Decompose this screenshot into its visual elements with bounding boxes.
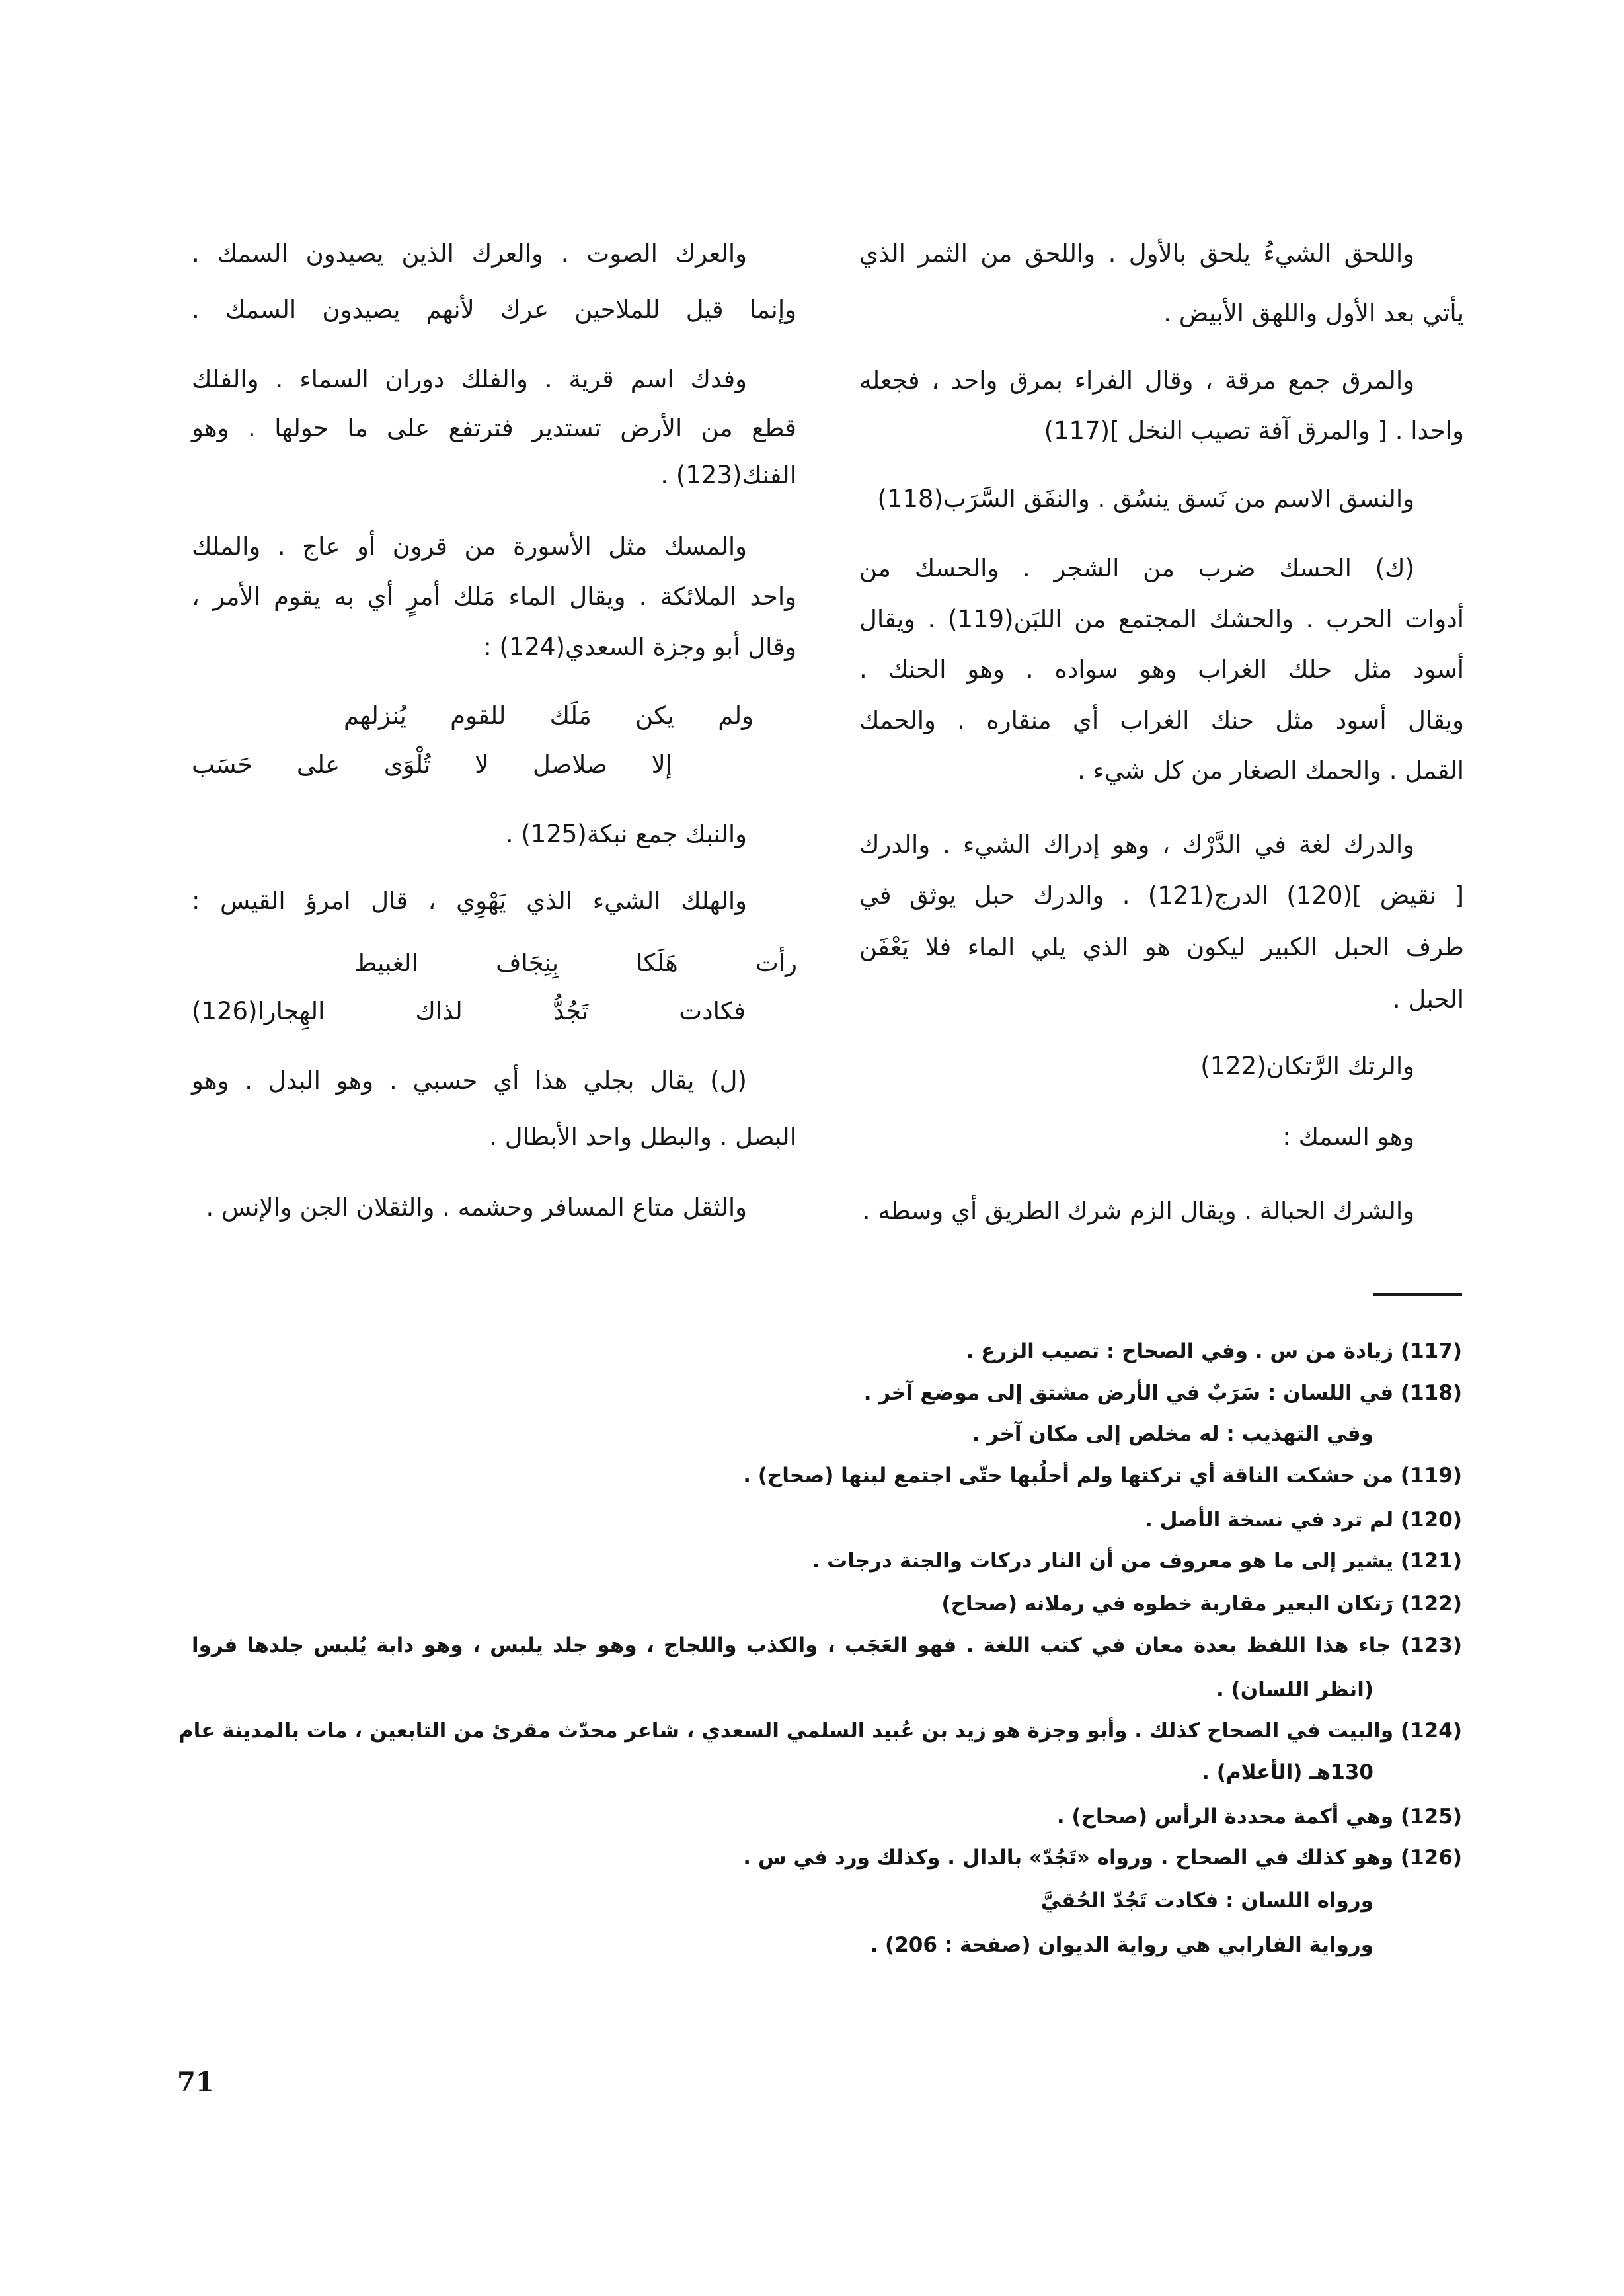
text-line: والنسق الاسم من نَسق ينسُق . والنفَق السَّرَب(118) (877, 485, 1414, 513)
text-line: الحبل . (1392, 985, 1464, 1013)
footnote: (121) يشير إلى ما هو معروف من أن النار دركات والجنة درجات . (812, 1549, 1462, 1573)
text-line: والشرك الحبالة . ويقال الزم شرك الطريق أي وسطه . (862, 1197, 1414, 1225)
text-line: والنبك جمع نبكة(125) . (505, 820, 747, 848)
footnote: (126) وهو كذلك في الصحاح . ورواه «تَجُدّ» بالدال . وكذلك ورد في س . (743, 1846, 1462, 1870)
footnote-continuation: (انظر اللسان) . (1216, 1678, 1373, 1702)
footnote-continuation: وفي التهذيب : له مخلص إلى مكان آخر . (972, 1422, 1373, 1446)
text-line: وهو السمك : (1282, 1123, 1414, 1151)
text-line: والهلك الشيء الذي يَهْوِي ، قال امرؤ القيس : (192, 887, 747, 915)
footnote: (118) في اللسان : سَرَبٌ في الأرض مشتق إلى موضع آخر . (863, 1381, 1462, 1405)
text-line: واحدا . [ والمرق آفة تصيب النخل ](117) (1044, 416, 1464, 445)
verse-line: إلا صلاصل لا تُلْوَى على حَسَب (192, 750, 672, 779)
text-line: والعرك الصوت . والعرك الذين يصيدون السمك . (192, 239, 747, 268)
text-line: واللحق الشيءُ يلحق بالأول . واللحق من الثمر الذي (859, 239, 1414, 268)
text-line: والمرق جمع مرقة ، وقال الفراء بمرق واحد ، فجعله (859, 366, 1414, 395)
footnote: (120) لم ترد في نسخة الأصل . (1145, 1508, 1462, 1532)
text-line: والمسك مثل الأسورة من قرون أو عاج . والملك (192, 532, 747, 561)
text-line: (ك) الحسك ضرب من الشجر . والحسك من (859, 554, 1414, 582)
text-line: والدرك لغة في الدَّرْك ، وهو إدراك الشيء . والدرك (859, 830, 1414, 859)
text-line: واحد الملائكة . ويقال الماء مَلك أمرٍ أي به يقوم الأمر ، (192, 582, 796, 611)
text-line: قطع من الأرض تستدير فترتفع على ما حولها . وهو (192, 414, 796, 442)
text-line: وقال أبو وجزة السعدي(124) : (483, 633, 796, 661)
text-line: القمل . والحمك الصغار من كل شيء . (1077, 756, 1464, 785)
footnote: (125) وهي أكمة محددة الرأس (صحاح) . (1056, 1805, 1462, 1829)
text-line: أدوات الحرب . والحشك المجتمع من اللبَن(119) . ويقال (859, 605, 1464, 633)
text-line: ويقال أسود مثل حنك الغراب أي منقاره . والحمك (859, 706, 1464, 734)
footnote: (124) والبيت في الصحاح كذلك . وأبو وجزة هو زيد بن عُبيد السلمي السعدي ، شاعر محدّث مقرئ من التابعين ، مات بالمدينة عام (178, 1719, 1462, 1743)
text-line: وفدك اسم قرية . والفلك دوران السماء . والفلك (192, 365, 747, 393)
footnote: (122) رَتكان البعير مقاربة خطوه في رملانه (صحاح) (941, 1592, 1462, 1616)
text-line: الفنك(123) . (660, 461, 796, 489)
footnote-continuation: ورواية الفارابي هي رواية الديوان (صفحة : 206) . (870, 1933, 1373, 1957)
footnote-continuation: 130هـ (الأعلام) . (1202, 1761, 1373, 1784)
verse-line: رأت هَلَكا بِنِجَاف الغبيط (354, 949, 797, 977)
footnote-separator (1373, 1293, 1462, 1296)
verse-line: ولم يكن مَلَك للقوم يُنزلهم (344, 701, 754, 730)
footnote-continuation: ورواه اللسان : فكادت تَجُدّ الحُقيَّ (1040, 1889, 1373, 1913)
text-line: والرتك الرَّتكان(122) (1200, 1052, 1414, 1080)
page-number: 71 (177, 2067, 214, 2098)
text-line: البصل . والبطل واحد الأبطال . (489, 1123, 796, 1151)
text-line: [ نقيض ](120) الدرج(121) . والدرك حبل يوثق في (859, 881, 1464, 910)
text-line: والثقل متاع المسافر وحشمه . والثقلان الجن والإنس . (206, 1193, 747, 1222)
text-line: طرف الحبل الكبير ليكون هو الذي يلي الماء فلا يَعْفَن (859, 933, 1464, 961)
text-line: يأتي بعد الأول واللهق الأبيض . (1163, 299, 1464, 327)
footnote: (117) زيادة من س . وفي الصحاح : تصيب الزرع . (966, 1339, 1462, 1363)
footnote: (123) جاء هذا اللفظ بعدة معان في كتب اللغة . فهو العَجَب ، والكذب واللجاج ، وهو جلد يلبس ، وهو دابة يُلبس جلدها فروا (192, 1634, 1462, 1657)
verse-line: فكادت تَجُدُّ لذاك الهِجارا(126) (192, 997, 746, 1025)
footnote: (119) من حشكت الناقة أي تركتها ولم أحلُبها حتّى اجتمع لبنها (صحاح) . (743, 1464, 1462, 1487)
text-line: وإنما قيل للملاحين عرك لأنهم يصيدون السمك . (192, 296, 796, 324)
text-line: (ل) يقال بجلي هذا أي حسبي . وهو البدل . وهو (192, 1066, 747, 1095)
text-line: أسود مثل حلك الغراب وهو سواده . وهو الحنك . (859, 655, 1464, 684)
